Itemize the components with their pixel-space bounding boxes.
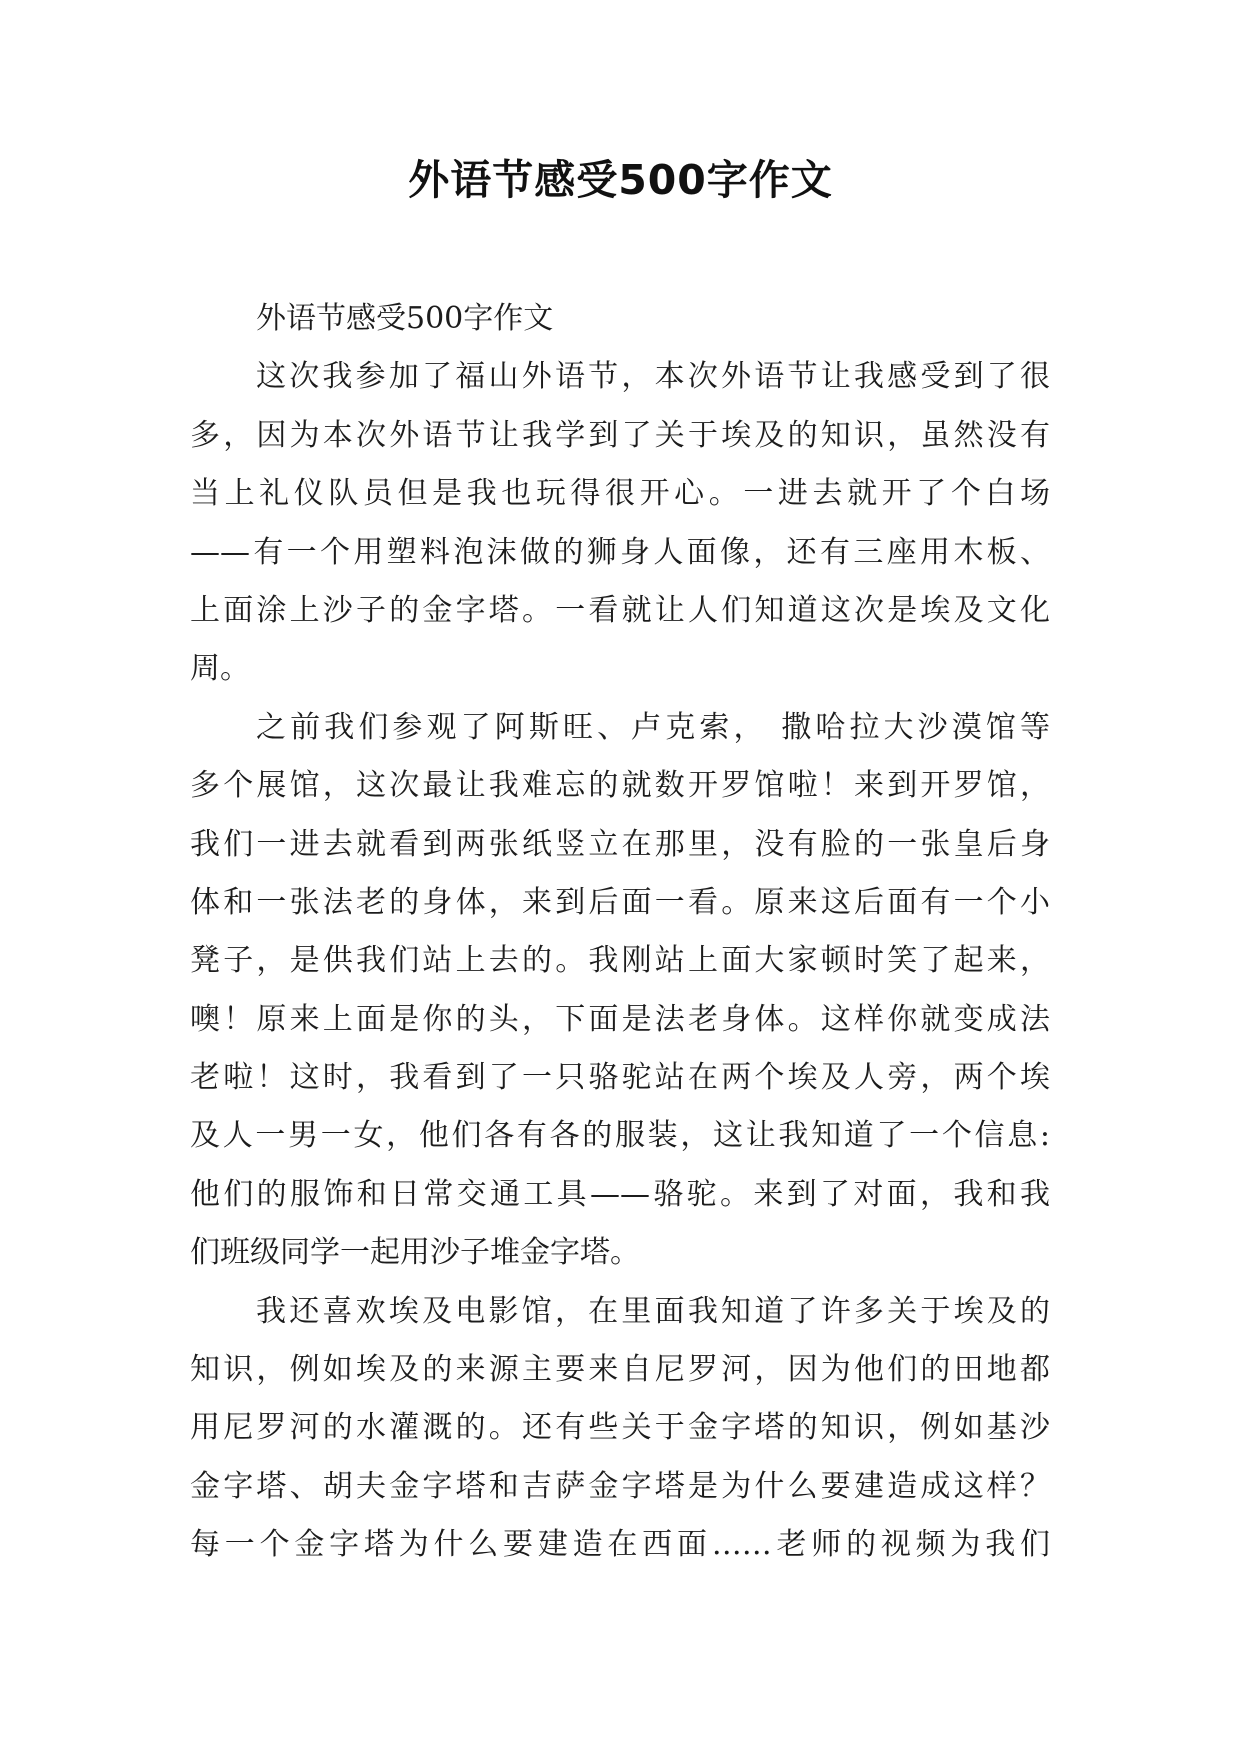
text-line: 们班级同学一起用沙子堆金字塔。 bbox=[190, 1235, 640, 1271]
text-line: 及人一男一女，他们各有各的服装，这让我知道了一个信息: bbox=[190, 1118, 1050, 1154]
document-body bbox=[190, 290, 1050, 1575]
text-line: 金字塔、胡夫金字塔和吉萨金字塔是为什么要建造成这样？ bbox=[190, 1468, 1050, 1504]
text-line: 之前我们参观了阿斯旺、卢克索， 撒哈拉大沙漠馆等 bbox=[256, 709, 1050, 745]
text-line: 周。 bbox=[190, 651, 250, 687]
text-line: 这次我参加了福山外语节，本次外语节让我感受到了很 bbox=[256, 359, 1050, 395]
text-line: 每一个金字塔为什么要建造在西面……老师的视频为我们 bbox=[190, 1527, 1050, 1563]
text-line: 知识，例如埃及的来源主要来自尼罗河，因为他们的田地都 bbox=[190, 1352, 1050, 1388]
text-line: 体和一张法老的身体，来到后面一看。原来这后面有一个小 bbox=[190, 884, 1050, 920]
text-line: 我们一进去就看到两张纸竖立在那里，没有脸的一张皇后身 bbox=[190, 826, 1050, 862]
text-line: 凳子，是供我们站上去的。我刚站上面大家顿时笑了起来， bbox=[190, 943, 1050, 979]
text-line: 多，因为本次外语节让我学到了关于埃及的知识，虽然没有 bbox=[190, 417, 1050, 453]
text-line: 外语节感受500字作文 bbox=[256, 301, 554, 336]
text-line: 老啦！这时，我看到了一只骆驼站在两个埃及人旁，两个埃 bbox=[190, 1060, 1050, 1096]
text-line: 我还喜欢埃及电影馆，在里面我知道了许多关于埃及的 bbox=[256, 1293, 1050, 1329]
text-line: 当上礼仪队员但是我也玩得很开心。一进去就开了个白场 bbox=[190, 476, 1050, 512]
text-line: 用尼罗河的水灌溉的。还有些关于金字塔的知识，例如基沙 bbox=[190, 1410, 1050, 1446]
document-title: 外语节感受500字作文 bbox=[408, 156, 833, 204]
text-line: 噢！原来上面是你的头，下面是法老身体。这样你就变成法 bbox=[190, 1001, 1050, 1037]
text-line: 上面涂上沙子的金字塔。一看就让人们知道这次是埃及文化 bbox=[190, 592, 1050, 628]
text-line: 他们的服饰和日常交通工具——骆驼。来到了对面，我和我 bbox=[190, 1176, 1050, 1212]
text-line: 多个展馆，这次最让我难忘的就数开罗馆啦！来到开罗馆， bbox=[190, 768, 1050, 804]
text-line: ——有一个用塑料泡沫做的狮身人面像，还有三座用木板、 bbox=[190, 534, 1050, 570]
